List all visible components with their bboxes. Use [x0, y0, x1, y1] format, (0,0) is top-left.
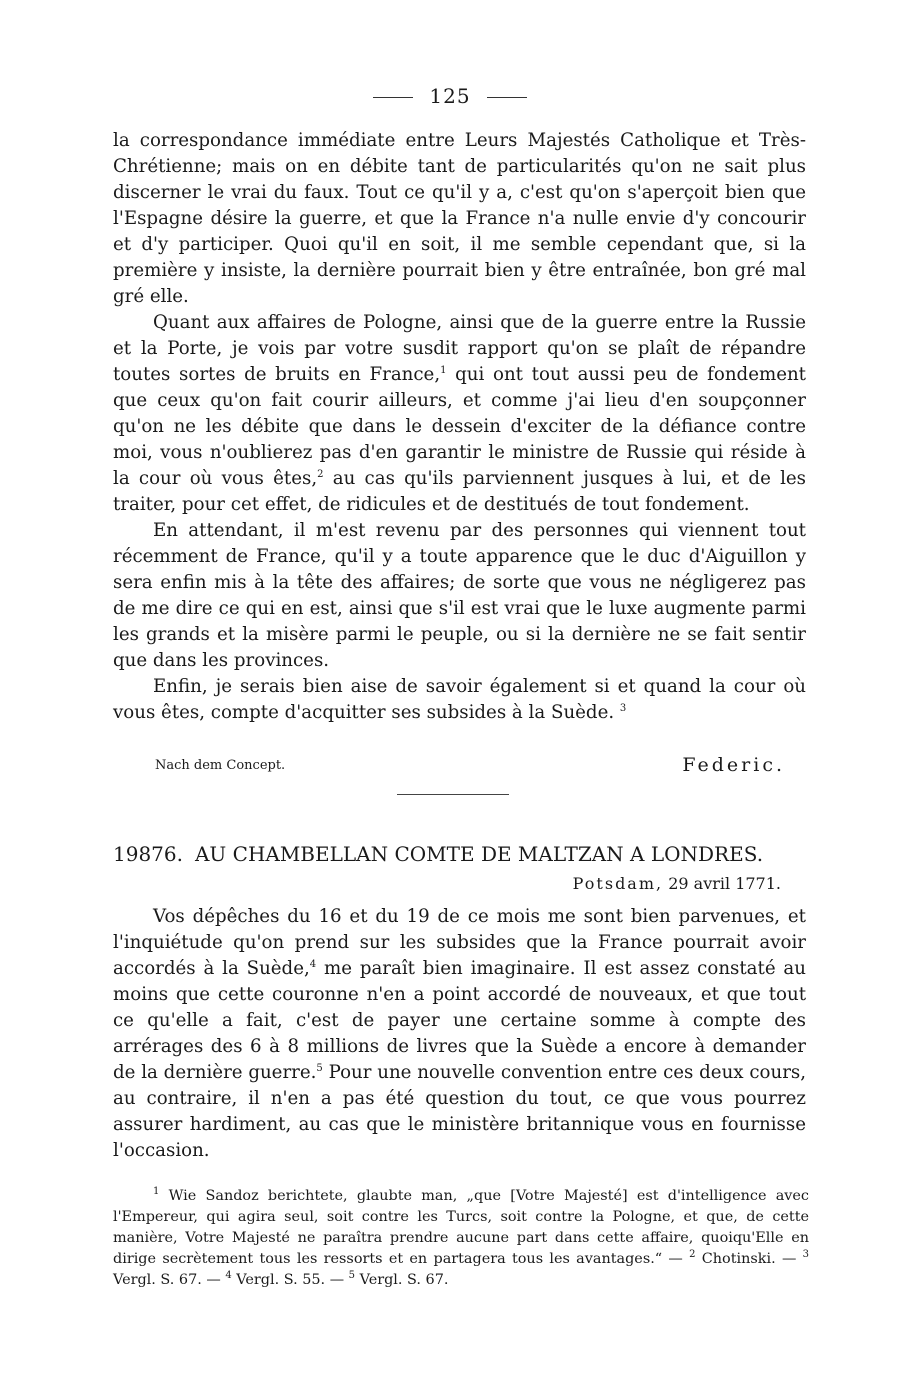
letter-body: [113, 904, 806, 1164]
letter-date: 29 avril 1771.: [668, 874, 781, 893]
letter-place: Potsdam,: [572, 874, 664, 893]
footnote-4-mark: 4: [225, 1270, 232, 1282]
footnote-1-mark: 1: [153, 1186, 160, 1198]
footnote-ref-5: 5: [316, 1062, 323, 1074]
page-number: 125: [429, 84, 471, 108]
footnote-2: Chotinski. —: [695, 1251, 803, 1267]
footnote-3-mark: 3: [802, 1249, 809, 1261]
paragraph-1: la correspondance immédiate entre Leurs Majestés Catholique et Très-Chrétienne; mais on en débite tant de particularités qu'on ne sait plus discerner le vrai du faux. Tout ce qu'il y a, c'est qu'on s'aperçoit bien que l'Espagne désire la guerre, et que la France n'a nulle envie d'y concourir et d'y participer. Quoi qu'il en soit, il me semble cependant que, si la première y insiste, la dernière pourrait bien y être entraînée, bon gré mal gré elle.: [113, 130, 806, 307]
signature-name: Federic.: [682, 754, 785, 776]
section-divider: [397, 794, 509, 795]
paragraph-2: Quant aux affaires de Pologne, ainsi que de la guerre entre la Russie et la Porte, je vois par votre susdit rapport qu'on se plaît de répandre toutes sortes de bruits en France,$^1$ qui ont tout aussi peu de fondement que ceux qu'on fait courir ailleurs, et comme j'ai lieu d'en soupçonner qu'on ne les débite que dans le dessein d'exciter de la défiance contre moi, vous n'oublierez pas d'en garantir le ministre de Russie qui réside à la cour où vous êtes,$^2$ au cas qu'ils parviennent jusques à lui, et de les traiter, pour cet effet, de ridicules et de destitués de tout fondement.: [113, 312, 806, 515]
body-text: [113, 128, 806, 726]
source-note: Nach dem Concept.: [155, 758, 286, 773]
footnote-ref-4: 4: [309, 958, 317, 970]
letter-paragraph: Vos dépêches du 16 et du 19 de ce mois me sont bien parvenues, et l'inquiétude qu'on prend sur les subsides que la France pourrait avoir accordés à la Suède,$^4$ me paraît bien imaginaire. Il est assez constaté au moins que cette couronne n'en a point accordé de nouveaux, et que tout ce qu'elle a fait, c'est de payer une certaine somme à compte des arrérages des 6 à 8 millions de livres que la Suède a encore à demander de la dernière guerre.$^5$ Pour une nouvelle convention entre ces deux cours, au contraire, il n'en a pas été question du tout, ce que vous pourrez assurer hardiment, au cas que le ministère britannique vous en fournisse l'occasion.: [113, 906, 806, 1161]
letter-title: AU CHAMBELLAN COMTE DE MALTZAN A LONDRES.: [194, 842, 764, 866]
footnote-1: Wie Sandoz berichtete, glaubte man, „que [Votre Majesté] est d'intelligence avec l'Empereur, qui agira seul, soit contre les Turcs, soit contre la Pologne, et que, de cette manière, Votre Majesté ne paraîtra prendre aucune part dans cette affaire, quoiqu'Elle en dirige secrètement tous les ressorts et en partagera tous les avantages.“ —: [113, 1188, 809, 1267]
footnote-ref-2: 2: [317, 468, 324, 480]
letter-dateline: [113, 874, 781, 893]
footnotes: [113, 1186, 809, 1291]
footnote-4: Vergl. S. 55. —: [231, 1272, 349, 1288]
paragraph-3: En attendant, il m'est revenu par des personnes qui viennent tout récemment de France, qu'il y a toute apparence que le duc d'Aiguillon y sera enfin mis à la tête des affaires; de sorte que vous ne négligerez pas de me dire ce qui en est, ainsi que s'il est vrai que le luxe augmente parmi les grands et la misère parmi le peuple, ou si la dernière ne se fait sentir que dans les provinces.: [113, 520, 806, 671]
footnote-5-mark: 5: [348, 1270, 356, 1282]
signature-line: [155, 754, 785, 780]
footnote-ref-3: 3: [619, 702, 627, 714]
footnote-2-mark: 2: [689, 1249, 696, 1261]
footnote-3: Vergl. S. 67. —: [113, 1272, 226, 1288]
letter-number: 19876.: [113, 842, 183, 866]
letter-heading: [113, 842, 806, 866]
page-header: [0, 84, 900, 108]
footnote-ref-1: 1: [440, 364, 447, 376]
header-rule-right: [487, 97, 527, 98]
footnote-5: Vergl. S. 67.: [355, 1272, 449, 1288]
header-rule-left: [373, 97, 413, 98]
paragraph-4: Enfin, je serais bien aise de savoir également si et quand la cour où vous êtes, compte d'acquitter ses subsides à la Suède. $^3$: [113, 676, 806, 723]
